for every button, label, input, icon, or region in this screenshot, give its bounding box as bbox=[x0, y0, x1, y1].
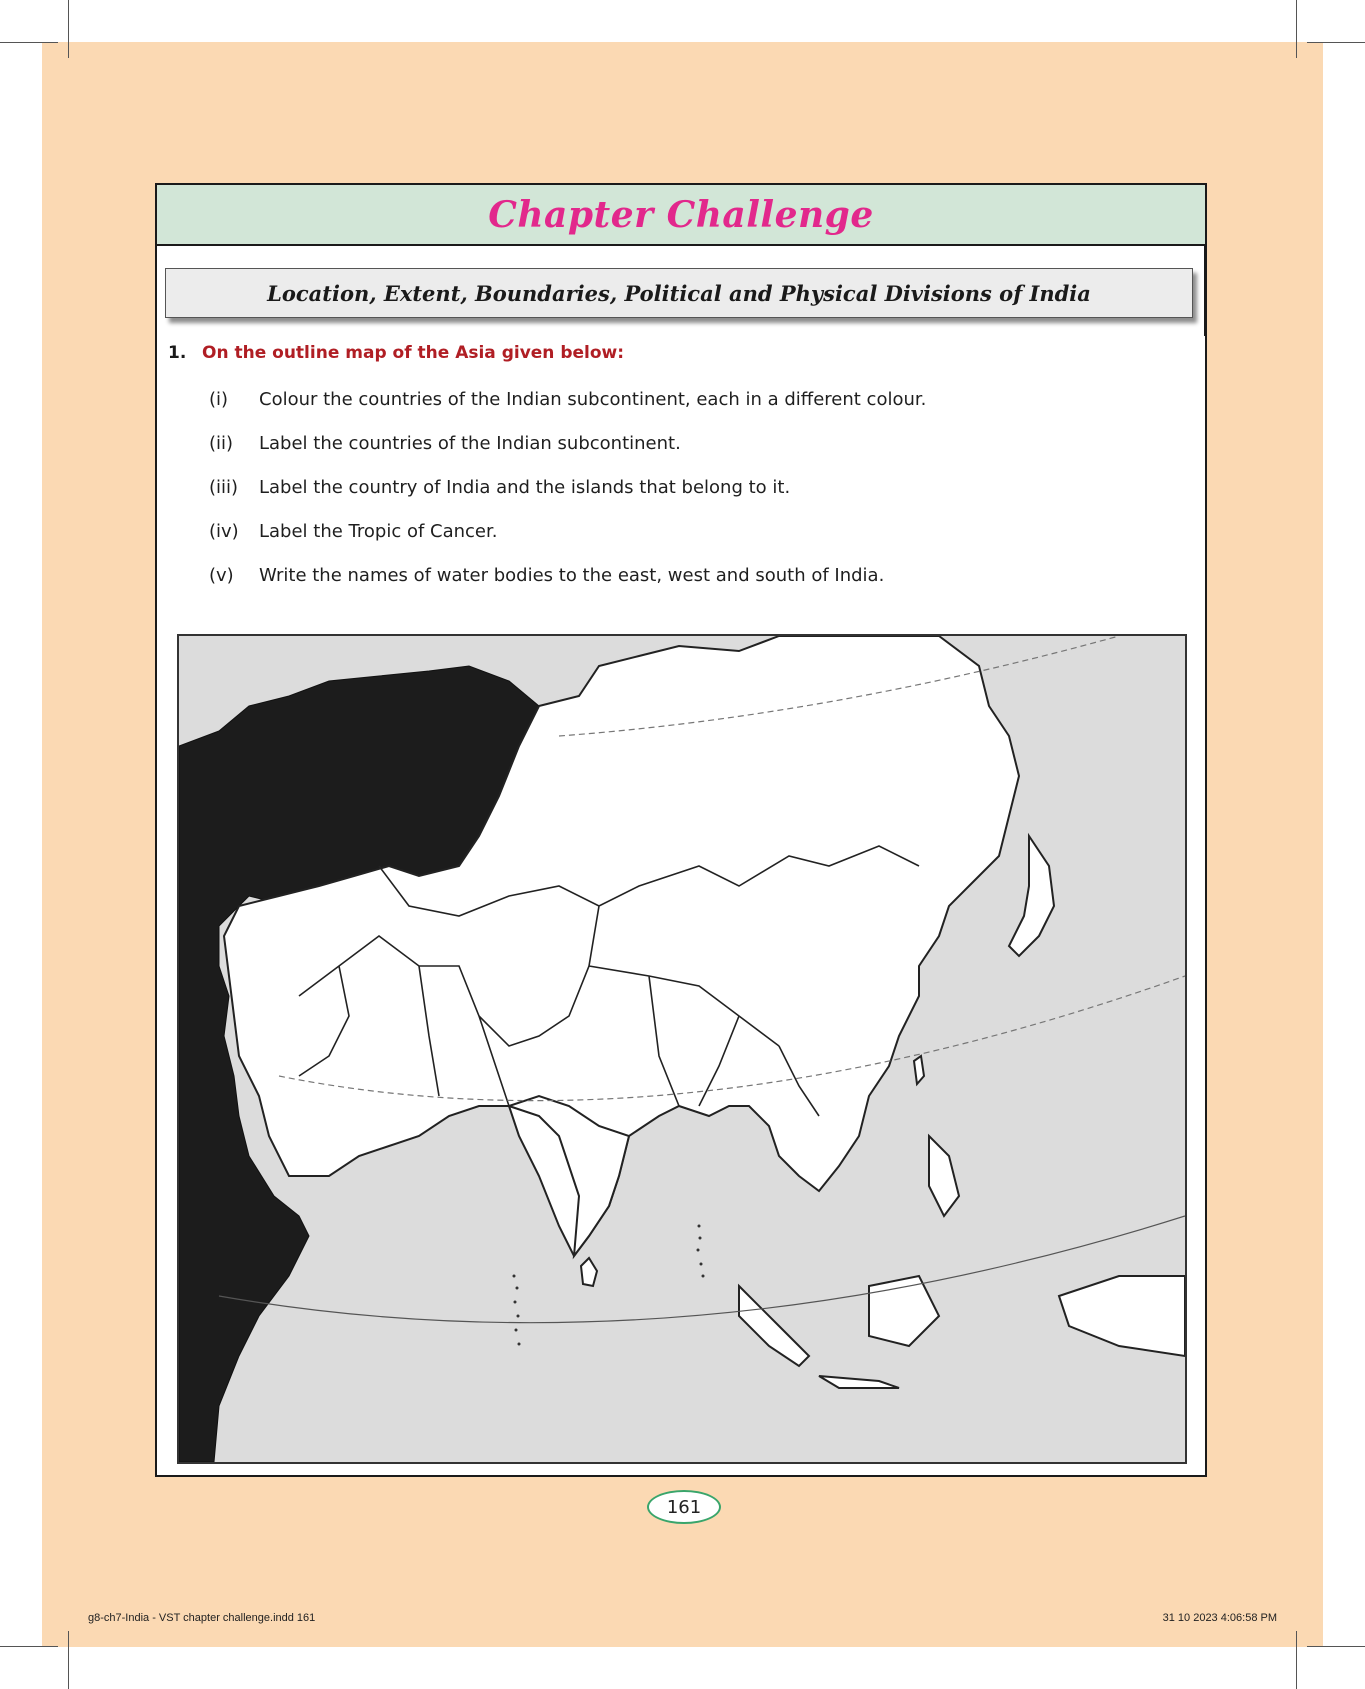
question-text: On the outline map of the Asia given below: bbox=[202, 343, 625, 363]
item-numeral: (iii) bbox=[209, 477, 239, 498]
question-item bbox=[209, 477, 790, 498]
crop-mark bbox=[1296, 0, 1297, 58]
item-numeral: (i) bbox=[209, 389, 229, 410]
item-text: Write the names of water bodies to the east, west and south of India. bbox=[259, 565, 885, 586]
crop-mark bbox=[0, 1646, 58, 1647]
question-item bbox=[209, 389, 926, 410]
question-item bbox=[209, 521, 497, 542]
item-text: Label the countries of the Indian subcontinent. bbox=[259, 433, 681, 454]
title-band bbox=[157, 185, 1205, 246]
chapter-challenge-box bbox=[155, 183, 1207, 1477]
item-numeral: (ii) bbox=[209, 433, 234, 454]
page-title: Chapter Challenge bbox=[488, 193, 874, 236]
item-text: Label the country of India and the islands that belong to it. bbox=[259, 477, 791, 498]
question bbox=[168, 343, 624, 363]
section-heading-box bbox=[165, 268, 1193, 318]
item-text: Label the Tropic of Cancer. bbox=[259, 521, 498, 542]
item-numeral: (v) bbox=[209, 565, 234, 586]
crop-mark bbox=[68, 1631, 69, 1689]
crop-mark bbox=[0, 42, 58, 43]
decorative-rule bbox=[1204, 246, 1207, 336]
question-item bbox=[209, 565, 884, 586]
map-svg bbox=[179, 636, 1185, 1462]
crop-mark bbox=[1307, 1646, 1365, 1647]
asia-outline-map bbox=[177, 634, 1187, 1464]
item-numeral: (iv) bbox=[209, 521, 239, 542]
crop-mark bbox=[68, 0, 69, 58]
question-number: 1. bbox=[168, 343, 187, 363]
question-item bbox=[209, 433, 681, 454]
section-heading: Location, Extent, Boundaries, Political and Physical Divisions of India bbox=[267, 280, 1091, 306]
page-number: 161 bbox=[647, 1490, 721, 1524]
slug-timestamp: 31 10 2023 4:06:58 PM bbox=[1162, 1612, 1277, 1624]
slug-file-name: g8-ch7-India - VST chapter challenge.indd 161 bbox=[88, 1612, 316, 1624]
item-text: Colour the countries of the Indian subcontinent, each in a different colour. bbox=[259, 389, 927, 410]
crop-mark bbox=[1307, 42, 1365, 43]
crop-mark bbox=[1296, 1631, 1297, 1689]
